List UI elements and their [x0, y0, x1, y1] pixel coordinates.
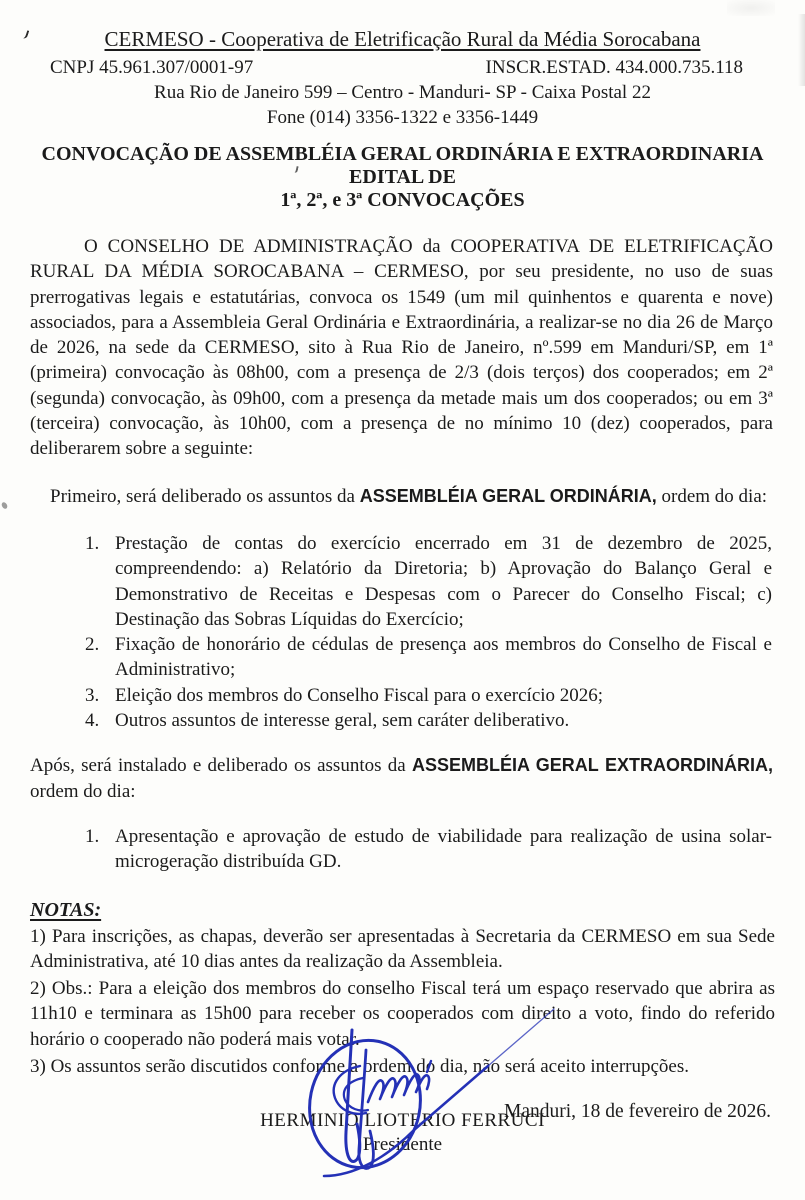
- heading-line-2: EDITAL DE: [349, 166, 456, 188]
- note-1: 1) Para inscrições, as chapas, deverão ser apresentadas à Secretaria da CERMESO em sua Sede Administrativa, até 10 dias antes da realização da Assembleia.: [30, 925, 775, 972]
- list-item: Fixação de honorário de cédulas de presença aos membros do Conselho de Fiscal e Administrativo;: [115, 634, 772, 681]
- cnpj-number: CNPJ 45.961.307/0001-97: [50, 57, 254, 78]
- ago-lead-prefix: Primeiro, será deliberado os assuntos da: [50, 485, 360, 507]
- signatory-role: Presidente: [362, 1134, 443, 1155]
- registration-row: [0, 55, 805, 80]
- scan-artifact: [1, 501, 9, 510]
- note-2: 2) Obs.: Para a eleição dos membros do conselho Fiscal terá um espaço reservado que abrira as 11h10 e terminara as 15h00 para receber os cooperados com direito a voto, findo do referido horário o cooperado não poderá mais votar.: [30, 978, 775, 1050]
- document-heading: [0, 143, 805, 212]
- heading-line-3: 1ª, 2ª, e 3ª CONVOCAÇÕES: [280, 189, 525, 211]
- age-lead-bold: ASSEMBLÉIA GERAL EXTRAORDINÁRIA,: [411, 755, 773, 776]
- ago-lead-bold: ASSEMBLÉIA GERAL ORDINÁRIA,: [359, 485, 657, 506]
- list-item: Outros assuntos de interesse geral, sem caráter deliberativo.: [115, 710, 570, 732]
- ago-lead-suffix: ordem do dia:: [656, 485, 768, 507]
- list-item: Prestação de contas do exercício encerrado em 31 de dezembro de 2025, compreendendo: a) Relatório da Diretoria; b) Aprovação do Balanço Geral e Demonstrativo de Receitas e Despesas com o Parecer do Conselho Fiscal; c) Destinação das Sobras Líquidas do Exercício;: [115, 532, 772, 630]
- list-item: Apresentação e aprovação de estudo de viabilidade para realização de usina solar-microgeração distribuída GD.: [115, 825, 772, 873]
- address-line: Rua Rio de Janeiro 599 – Centro - Manduri- SP - Caixa Postal 22: [154, 82, 651, 103]
- dateline: Manduri, 18 de fevereiro de 2026.: [504, 1101, 771, 1123]
- ago-lead: [30, 484, 773, 509]
- organization-title: CERMESO - Cooperativa de Eletrificação Rural da Média Sorocabana: [104, 27, 701, 51]
- ago-list: [0, 531, 805, 733]
- list-item: Eleição dos membros do Conselho Fiscal para o exercício 2026;: [115, 684, 604, 706]
- signature-block: [0, 1002, 805, 1194]
- notes-title: NOTAS:: [30, 898, 102, 921]
- age-lead-prefix: Após, será instalado e deliberado os assuntos da: [30, 755, 412, 777]
- heading-line-1: CONVOCAÇÃO DE ASSEMBLÉIA GERAL ORDINÁRIA E EXTRAORDINARIA: [41, 143, 764, 165]
- age-list: [0, 824, 805, 875]
- age-lead: [30, 753, 773, 804]
- age-lead-suffix: ordem do dia:: [30, 780, 136, 802]
- note-3: 3) Os assuntos serão discutidos conforme a ordem do dia, não será aceito interrupções.: [30, 1056, 689, 1078]
- signatory-name: HERMINIO LIOTERIO FERRUCI: [260, 1110, 545, 1131]
- intro-paragraph: O CONSELHO DE ADMINISTRAÇÃO da COOPERATIVA DE ELETRIFICAÇÃO RURAL DA MÉDIA SOROCABANA – CERMESO, por seu presidente, no uso de suas prerrogativas legais e estatutárias, convoca os 1549 (um mil quinhentos e quarenta e nove) associados, para a Assembleia Geral Ordinária e Extraordinária, a realizar-se no dia 26 de Março de 2026, na sede da CERMESO, sito à Rua Rio de Janeiro, nº.599 em Manduri/SP, em 1ª (primeira) convocação às 08h00, com a presença de 2/3 (dois terços) dos cooperados; em 2ª (segunda) convocação, às 09h00, com a presença da metade mais um dos cooperados; ou em 3ª (terceira) convocação, às 10h00, com a presença de no mínimo 10 (dez) cooperados, para deliberarem sobre a seguinte:: [30, 236, 773, 460]
- phone-line: Fone (014) 3356-1322 e 3356-1449: [266, 107, 539, 128]
- scan-artifact: [727, 0, 775, 16]
- state-registration-number: INSCR.ESTAD. 434.000.735.118: [485, 57, 743, 78]
- signature-ink: [288, 1004, 568, 1184]
